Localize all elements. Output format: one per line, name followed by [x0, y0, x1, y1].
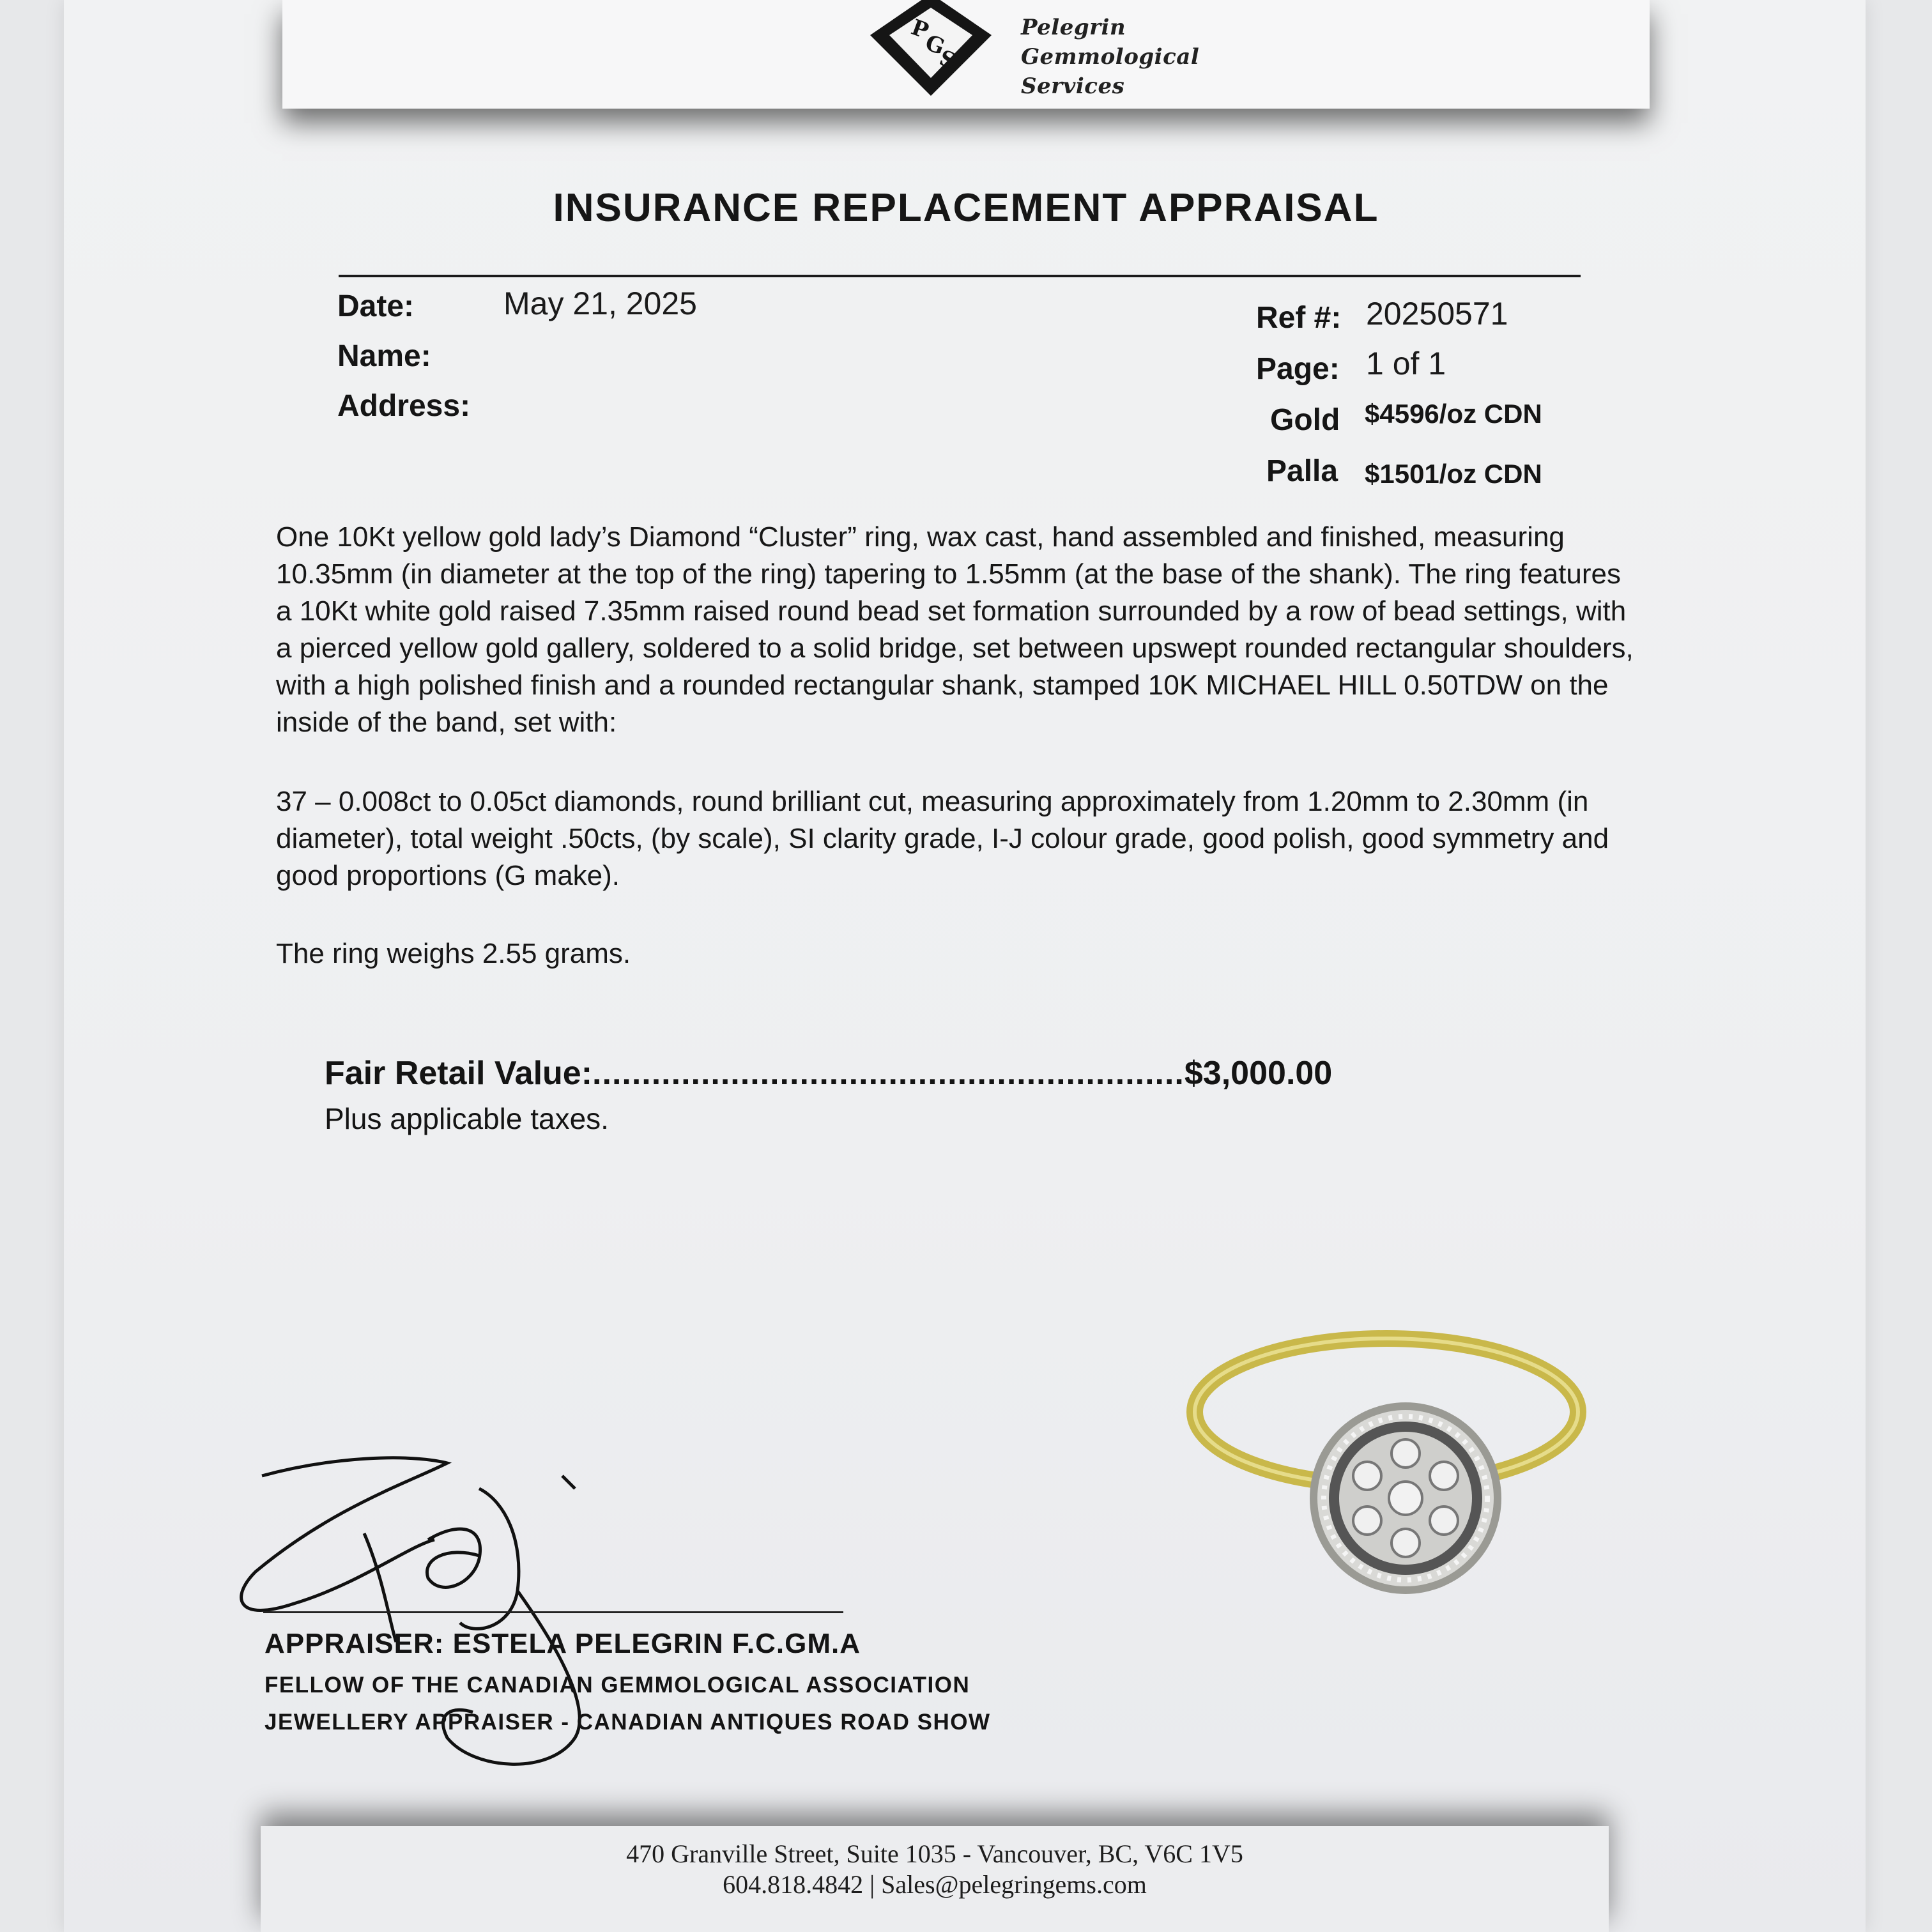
logo-line-2: Gemmological: [1021, 44, 1200, 70]
signature-image: [217, 1431, 728, 1789]
palla-label: Palla: [1266, 454, 1338, 488]
appraiser-name: APPRAISER: ESTELA PELEGRIN F.C.GM.A: [264, 1628, 861, 1659]
signature-line: [263, 1611, 843, 1613]
ring-image: [1169, 1322, 1604, 1616]
leader-dots: ............................................................: [592, 1055, 1184, 1092]
logo-initial-p: P: [907, 14, 932, 45]
logo-wordmark: [1021, 13, 1199, 101]
ref-label: Ref #:: [1256, 301, 1342, 335]
weight-description: The ring weighs 2.55 grams.: [276, 938, 631, 969]
logo-line-1: Pelegrin: [1021, 15, 1126, 40]
title-rule: [339, 275, 1581, 277]
page-value: 1 of 1: [1366, 346, 1446, 381]
document-title: INSURANCE REPLACEMENT APPRAISAL: [553, 186, 1379, 230]
fair-retail-value-label: Fair Retail Value:: [325, 1055, 593, 1092]
ref-value: 20250571: [1366, 296, 1508, 332]
ring-description: One 10Kt yellow gold lady’s Diamond “Cluster” ring, wax cast, hand assembled and finished, measuring 10.35mm (in diameter at the top of the ring) tapering to 1.55mm (at the base of the shank). The ring features a 10Kt white gold raised 7.35mm raised round bead set formation surrounded by a row of bead settings, with a pierced yellow gold gallery, soldered to a solid bridge, set between upswept rounded rectangular shoulders, with a high polished finish and a rounded rectangular shank, stamped 10K MICHAEL HILL 0.50TDW on the inside of the band, set with:: [276, 521, 1634, 738]
footer-contact: 604.818.4842 | Sales@pelegringems.com: [723, 1870, 1147, 1899]
pgs-logo-icon: [870, 0, 992, 99]
appraiser-fellowship: FELLOW OF THE CANADIAN GEMMOLOGICAL ASSOCIATION: [264, 1673, 970, 1698]
name-label: Name:: [337, 339, 431, 373]
fair-retail-value: [325, 1054, 1475, 1092]
date-label: Date:: [337, 289, 415, 323]
gold-price: $4596/oz CDN: [1365, 399, 1542, 429]
footer-address: 470 Granville Street, Suite 1035 - Vancouver, BC, V6C 1V5: [626, 1839, 1243, 1868]
page-label: Page:: [1256, 352, 1340, 386]
appraiser-role: JEWELLERY APPRAISER - CANADIAN ANTIQUES ROAD SHOW: [264, 1710, 991, 1735]
gold-label: Gold: [1270, 403, 1340, 437]
address-label: Address:: [337, 389, 471, 423]
palla-price: $1501/oz CDN: [1365, 459, 1542, 489]
fair-retail-value-amount: $3,000.00: [1184, 1055, 1333, 1092]
diamond-description: 37 – 0.008ct to 0.05ct diamonds, round brilliant cut, measuring approximately from 1.20mm to 2.30mm (in diameter), total weight .50cts, (by scale), SI clarity grade, I-J colour grade, good polish, good symmetry and good proportions (G make).: [276, 786, 1609, 891]
taxes-note: Plus applicable taxes.: [325, 1102, 609, 1135]
logo-initial-g: G: [921, 29, 948, 61]
logo-line-3: Services: [1021, 73, 1125, 99]
date-value: May 21, 2025: [503, 286, 697, 321]
logo-initial-s: S: [935, 45, 960, 75]
footer-banner: [261, 1826, 1609, 1932]
